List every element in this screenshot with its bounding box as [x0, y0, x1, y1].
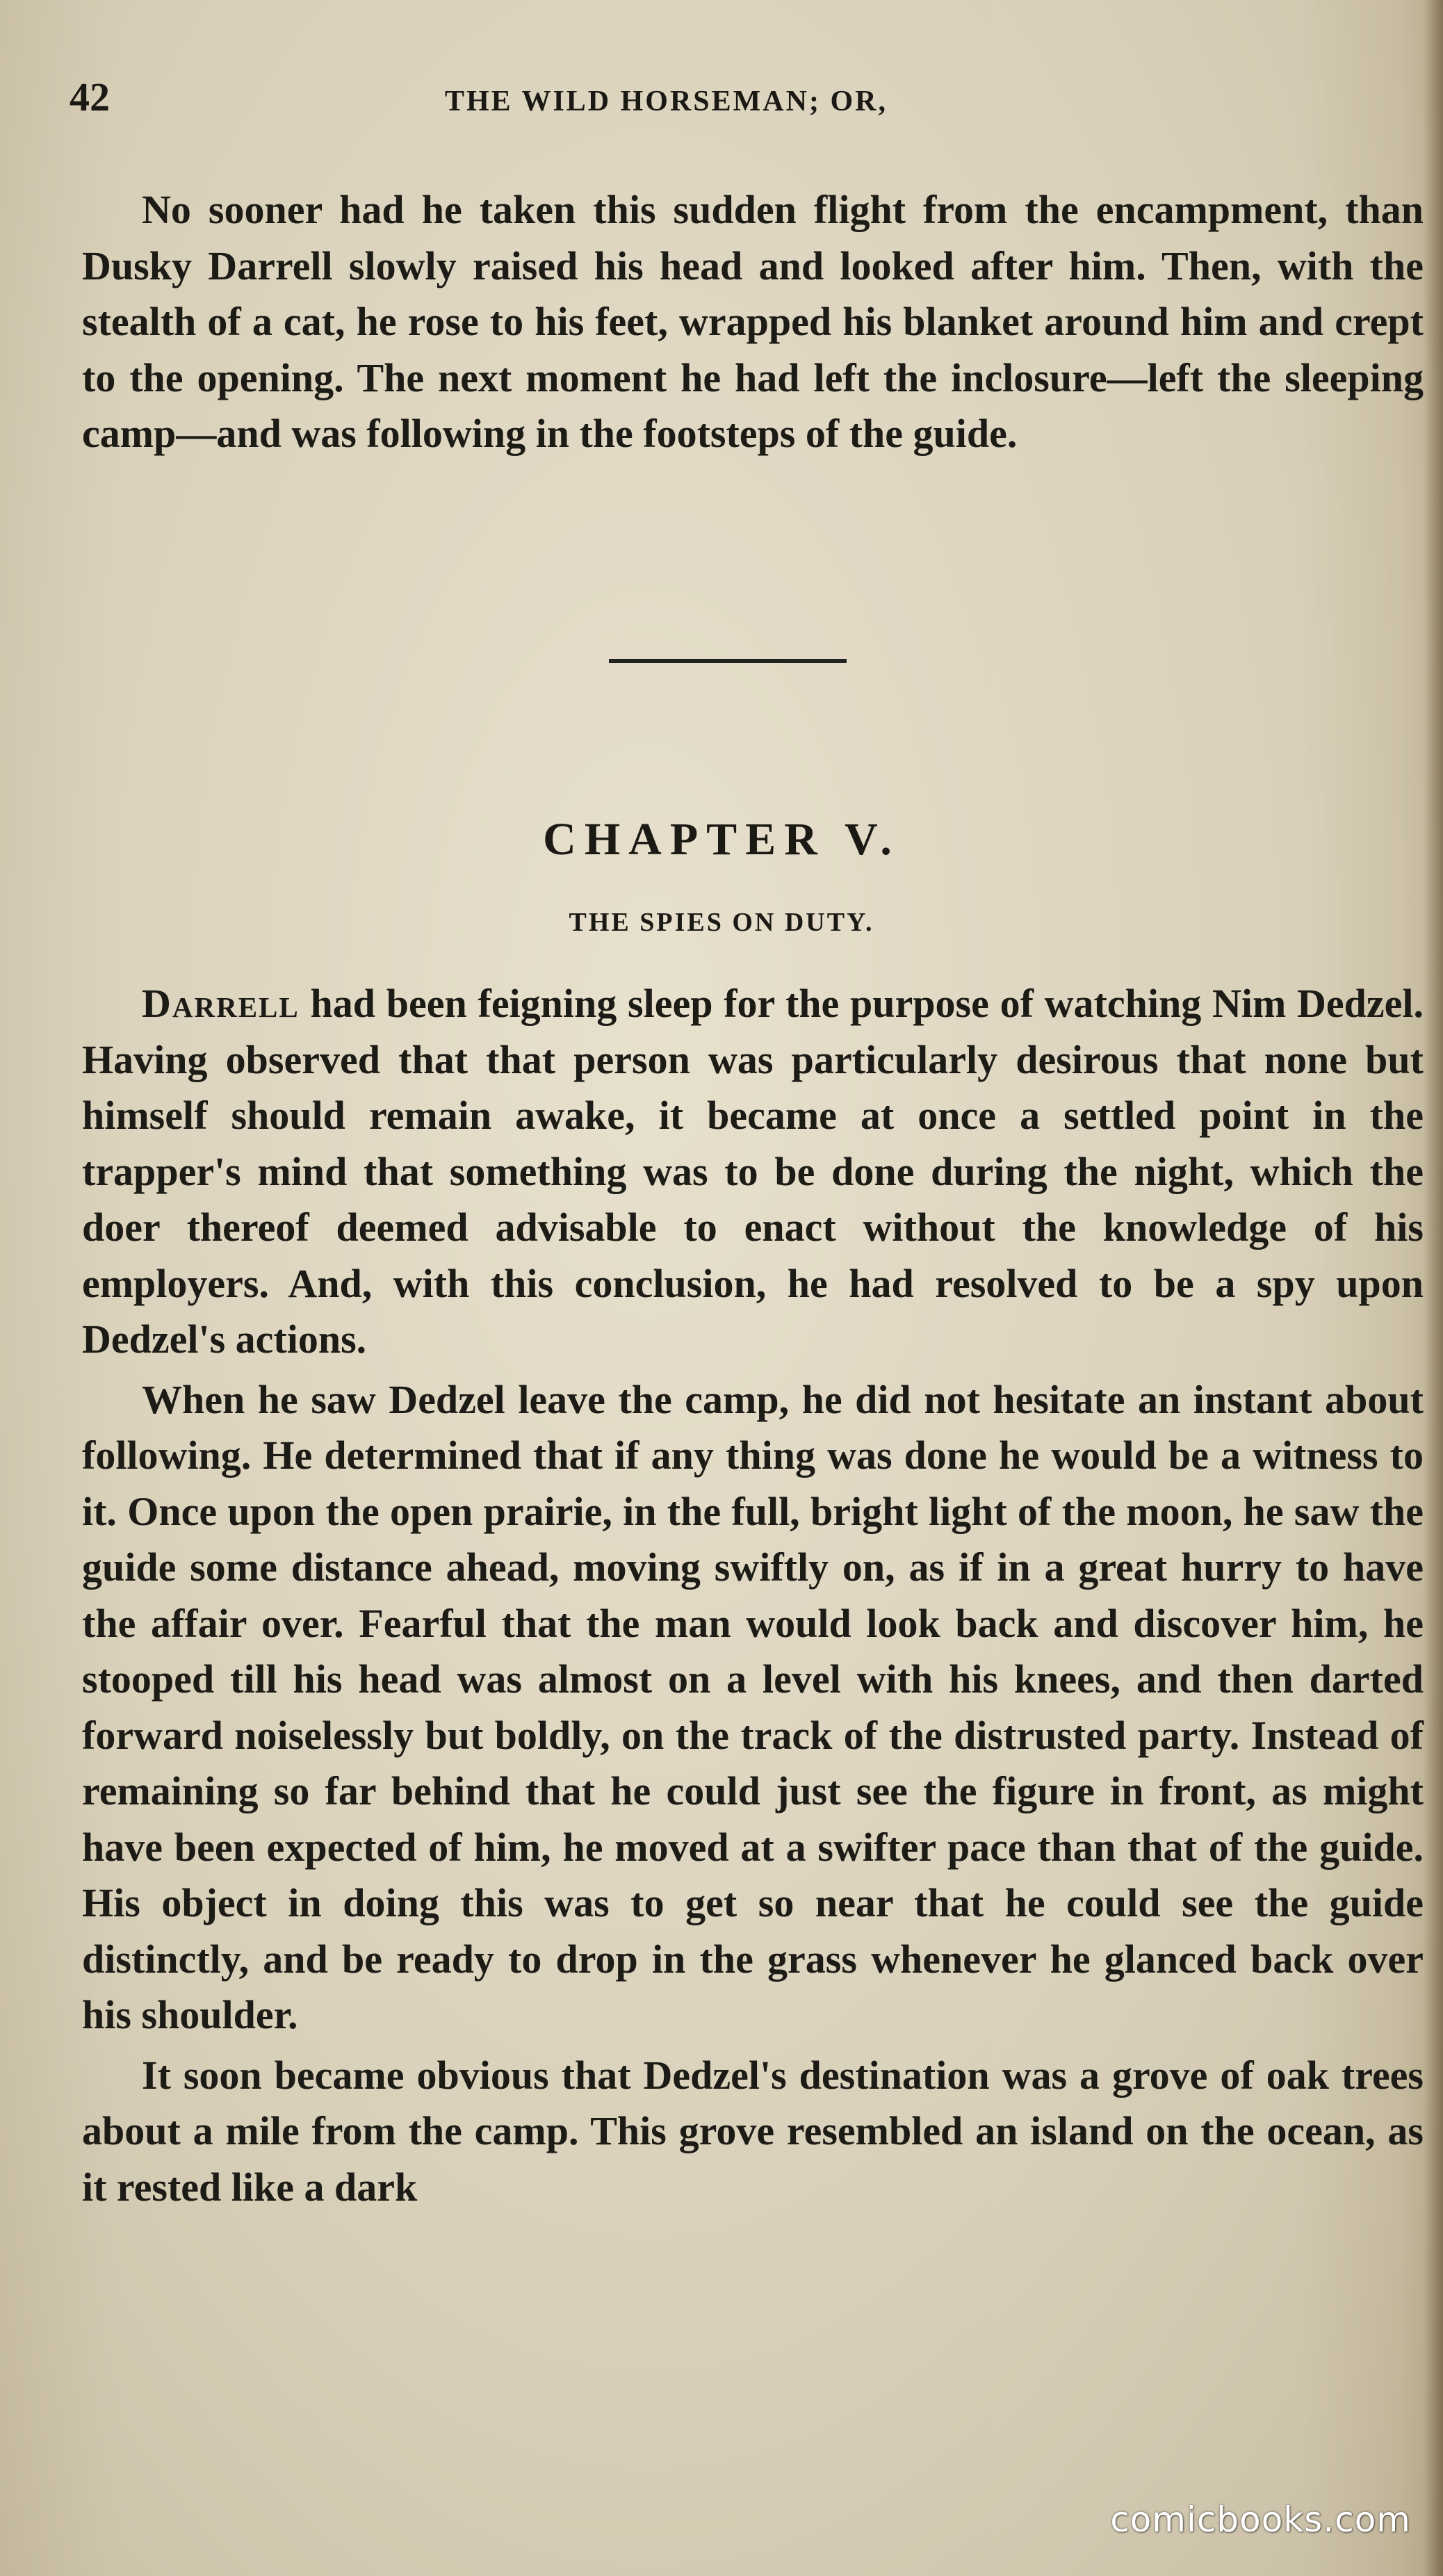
running-title: THE WILD HORSEMAN; OR,	[445, 85, 888, 117]
opening-text	[82, 182, 1424, 462]
paragraph-1-text: had been feigning sleep for the purpose of watching Nim Dedzel. Having observed that that person was particularly desirous that none but himself should remain awake, it became at once a settled point in the trapper's mind that something was to be done during the night, which the doer thereof deemed advisable to enact without the knowledge of his employers. And, with this conclusion, he had resolved to be a spy upon Dedzel's actions.	[82, 981, 1424, 1362]
paragraph-2: When he saw Dedzel leave the camp, he did not hesitate an instant about following. He determined that if any thing was done he would be a witness to it. Once upon the open prairie, in the full, bright light of the moon, he saw the guide some distance ahead, moving swiftly on, as if in a great hurry to have the affair over. Fearful that the man would look back and discover him, he stooped till his head was almost on a level with his knees, and then darted forward noiselessly but boldly, on the track of the distrusted party. Instead of remaining so far behind that he could just see the figure in front, as might have been expected of him, he moved at a swifter pace than that of the guide. His object in doing this was to get so near that he could see the guide distinctly, and be ready to drop in the grass whenever he glanced back over his shoulder.	[82, 1376, 1424, 2037]
section-divider	[609, 659, 847, 663]
opening-paragraph: No sooner had he taken this sudden flight from the encampment, than Dusky Darrell slowly raised his head and looked after him. Then, with the stealth of a cat, he rose to his feet, wrapped his blanket around him and crept to the opening. The next moment he had left the inclosure—left the sleeping camp—and was following in the footsteps of the guide.	[82, 187, 1424, 456]
watermark: comicbooks.com	[1110, 2500, 1411, 2540]
chapter-body	[82, 976, 1424, 2215]
page-header	[70, 76, 1411, 132]
page-number: 42	[70, 74, 110, 120]
paragraph-3: It soon became obvious that Dedzel's destination was a grove of oak trees about a mile from the camp. This grove resembled an island on the ocean, as it rested like a dark	[82, 2052, 1424, 2210]
chapter-title: CHAPTER V.	[543, 814, 900, 865]
chapter-subtitle: THE SPIES ON DUTY.	[569, 908, 874, 937]
spine-shadow	[1424, 0, 1443, 2576]
paragraph-1	[82, 976, 1424, 1368]
paragraph-1-lead-word: Darrell	[142, 981, 300, 1026]
